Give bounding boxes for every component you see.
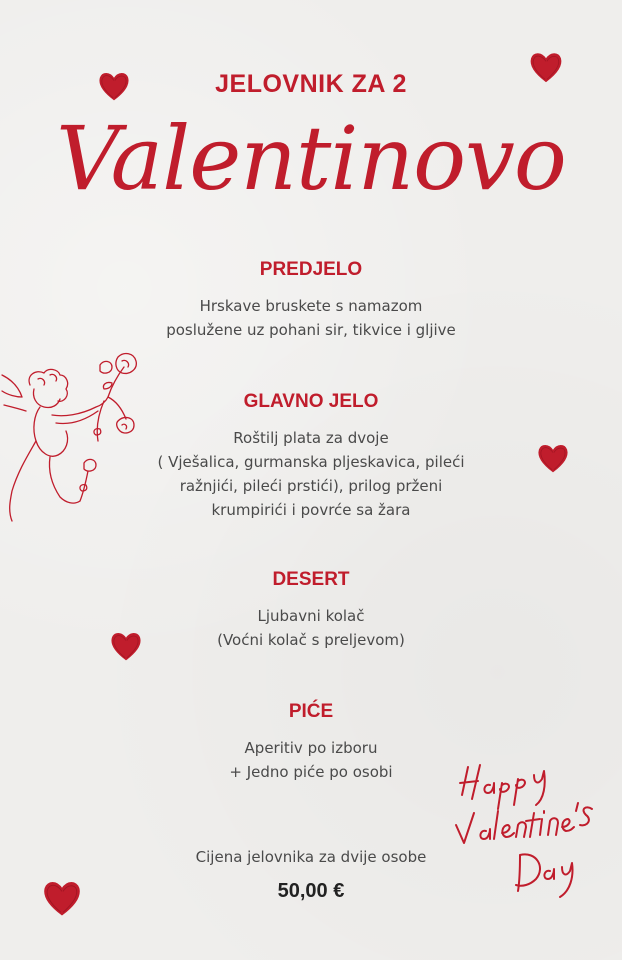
price-label: Cijena jelovnika za dvije osobe bbox=[195, 848, 427, 866]
section-line: (Voćni kolač s preljevom) bbox=[217, 631, 405, 649]
cupid-icon bbox=[0, 345, 150, 525]
happy-valentines-day-lettering bbox=[450, 755, 600, 900]
section-line: + Jedno piće po osobi bbox=[229, 763, 393, 781]
section-line: Aperitiv po izboru bbox=[244, 739, 378, 757]
section-line: Ljubavni kolač bbox=[257, 607, 365, 625]
price-value: 50,00 € bbox=[277, 880, 345, 902]
heart-icon bbox=[535, 440, 571, 476]
section-line: Hrskave bruskete s namazom bbox=[199, 297, 423, 315]
menu-title: Valentinovo bbox=[56, 107, 566, 210]
section-heading: PREDJELO bbox=[259, 259, 363, 280]
section-heading: PIĆE bbox=[288, 701, 334, 722]
section-line: ražnjići, pileći prstići), prilog prženi bbox=[179, 477, 443, 495]
section-heading: DESERT bbox=[272, 569, 350, 590]
section-line: poslužene uz pohani sir, tikvice i gljive bbox=[166, 321, 456, 339]
heart-icon bbox=[527, 48, 565, 86]
section-line: krumpirići i povrće sa žara bbox=[211, 501, 411, 519]
section-heading: GLAVNO JELO bbox=[243, 391, 379, 412]
heart-icon bbox=[96, 68, 132, 104]
heart-icon bbox=[108, 628, 144, 664]
section-desert bbox=[111, 568, 511, 652]
section-line: ( Vješalica, gurmanska pljeskavica, pileći bbox=[157, 453, 465, 471]
menu-subtitle: JELOVNIK ZA 2 bbox=[215, 70, 407, 98]
section-predjelo bbox=[111, 258, 511, 342]
section-line: Roštilj plata za dvoje bbox=[233, 429, 389, 447]
heart-icon bbox=[40, 876, 84, 920]
section-glavno-jelo bbox=[111, 390, 511, 522]
